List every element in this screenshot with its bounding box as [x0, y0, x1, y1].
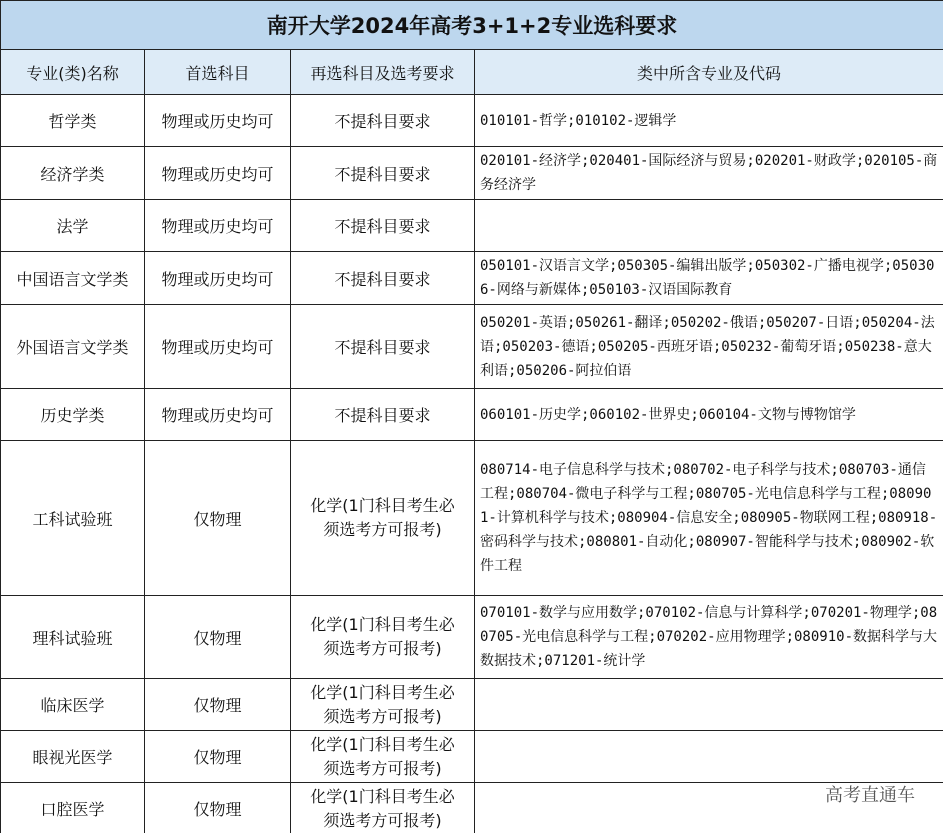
table-row — [1, 252, 943, 305]
second-subject-cell — [291, 731, 475, 783]
header-first-subject: 首选科目 — [145, 50, 291, 95]
second-subject-cell — [291, 596, 475, 679]
second-subject-cell: 不提科目要求 — [291, 252, 475, 305]
major-name-cell: 哲学类 — [1, 95, 145, 147]
first-subject-cell: 仅物理 — [145, 679, 291, 731]
major-name-cell: 经济学类 — [1, 147, 145, 200]
table-row — [1, 389, 943, 441]
table-row — [1, 596, 943, 679]
table-row — [1, 731, 943, 783]
table-row — [1, 679, 943, 731]
second-subject-cell — [291, 783, 475, 833]
second-subject-cell: 不提科目要求 — [291, 200, 475, 252]
included-majors-cell: 060101-历史学;060102-世界史;060104-文物与博物馆学 — [475, 389, 943, 441]
first-subject-cell: 物理或历史均可 — [145, 147, 291, 200]
table-row — [1, 783, 943, 833]
header-second-subject: 再选科目及选考要求 — [291, 50, 475, 95]
second-subject-text: 化学(1门科目考生必须选考方可报考) — [310, 496, 455, 539]
first-subject-cell: 仅物理 — [145, 783, 291, 833]
major-name-cell: 外国语言文学类 — [1, 305, 145, 389]
second-subject-cell — [291, 679, 475, 731]
included-majors-cell — [475, 200, 943, 252]
second-subject-cell — [291, 441, 475, 596]
major-name-cell: 理科试验班 — [1, 596, 145, 679]
included-majors-cell: 050101-汉语言文学;050305-编辑出版学;050302-广播电视学;050306-网络与新媒体;050103-汉语国际教育 — [475, 252, 943, 305]
included-majors-cell: 070101-数学与应用数学;070102-信息与计算科学;070201-物理学;080705-光电信息科学与工程;070202-应用物理学;080910-数据科学与大数据技术;071201-统计学 — [475, 596, 943, 679]
second-subject-cell: 不提科目要求 — [291, 147, 475, 200]
included-majors-cell: 080714-电子信息科学与技术;080702-电子科学与技术;080703-通信工程;080704-微电子科学与工程;080705-光电信息科学与工程;080901-计算机科学与技术;080904-信息安全;080905-物联网工程;080918-密码科学与技术;080801-自动化;080907-智能科学与技术;080902-软件工程 — [475, 441, 943, 596]
first-subject-cell: 物理或历史均可 — [145, 95, 291, 147]
major-name-cell: 工科试验班 — [1, 441, 145, 596]
table-row — [1, 95, 943, 147]
title-row — [1, 1, 943, 50]
first-subject-cell: 物理或历史均可 — [145, 200, 291, 252]
major-name-cell: 口腔医学 — [1, 783, 145, 833]
major-name-cell: 历史学类 — [1, 389, 145, 441]
first-subject-cell: 物理或历史均可 — [145, 252, 291, 305]
watermark-text: 高考直通车 — [825, 785, 915, 806]
table-row — [1, 147, 943, 200]
second-subject-text: 化学(1门科目考生必须选考方可报考) — [310, 734, 455, 778]
table-row — [1, 200, 943, 252]
first-subject-cell: 物理或历史均可 — [145, 389, 291, 441]
major-name-cell: 眼视光医学 — [1, 731, 145, 783]
second-subject-cell: 不提科目要求 — [291, 389, 475, 441]
table-row — [1, 441, 943, 596]
major-name-cell: 中国语言文学类 — [1, 252, 145, 305]
major-name-cell: 法学 — [1, 200, 145, 252]
header-row — [1, 50, 943, 95]
first-subject-cell: 物理或历史均可 — [145, 305, 291, 389]
included-majors-cell — [475, 679, 943, 731]
second-subject-text: 化学(1门科目考生必须选考方可报考) — [310, 786, 455, 830]
table-row — [1, 305, 943, 389]
first-subject-cell: 仅物理 — [145, 731, 291, 783]
included-majors-cell: 010101-哲学;010102-逻辑学 — [475, 95, 943, 147]
included-majors-cell: 050201-英语;050261-翻译;050202-俄语;050207-日语;050204-法语;050203-德语;050205-西班牙语;050232-葡萄牙语;050238-意大利语;050206-阿拉伯语 — [475, 305, 943, 389]
major-name-cell: 临床医学 — [1, 679, 145, 731]
first-subject-cell: 仅物理 — [145, 441, 291, 596]
second-subject-text: 化学(1门科目考生必须选考方可报考) — [310, 682, 455, 726]
second-subject-cell: 不提科目要求 — [291, 95, 475, 147]
table-title: 南开大学2024年高考3+1+2专业选科要求 — [1, 1, 943, 50]
included-majors-cell: 020101-经济学;020401-国际经济与贸易;020201-财政学;020105-商务经济学 — [475, 147, 943, 200]
first-subject-cell: 仅物理 — [145, 596, 291, 679]
included-majors-cell — [475, 731, 943, 783]
second-subject-text: 化学(1门科目考生必须选考方可报考) — [310, 615, 455, 658]
header-included-majors: 类中所含专业及代码 — [475, 50, 943, 95]
second-subject-cell: 不提科目要求 — [291, 305, 475, 389]
header-major-name: 专业(类)名称 — [1, 50, 145, 95]
